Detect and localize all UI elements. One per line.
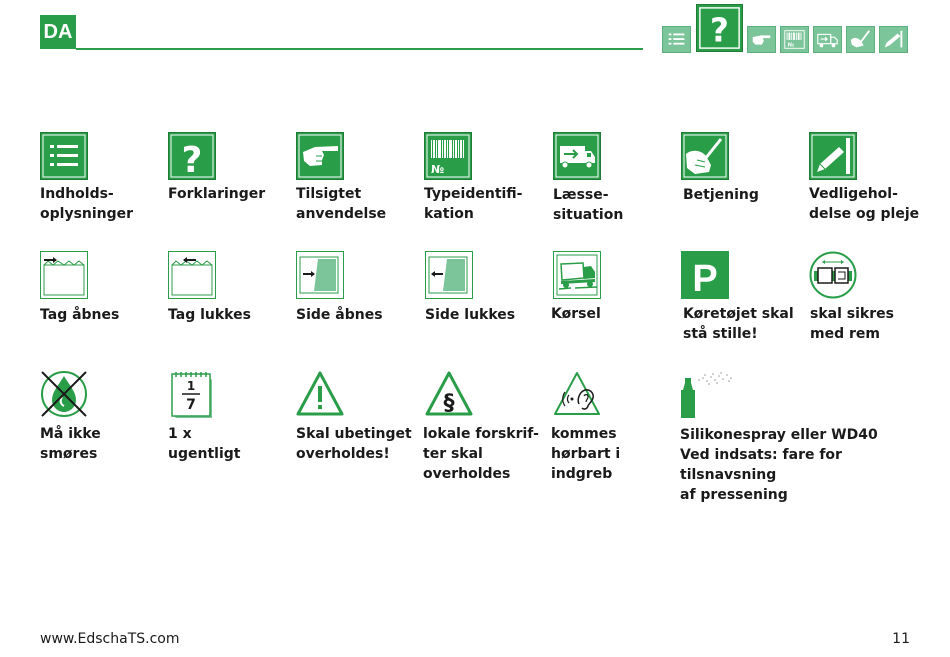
pen-icon	[809, 132, 857, 180]
item-label: Kørsel	[551, 306, 601, 322]
pointing-hand-icon	[748, 27, 775, 52]
svg-text:P: P	[692, 258, 718, 299]
hand-pen-icon	[681, 132, 729, 180]
item-label: Tag åbnes	[40, 307, 120, 323]
header-rule	[76, 48, 643, 50]
svg-text:№: №	[431, 163, 445, 176]
language-badge: DA	[40, 15, 76, 49]
nav-tab-type-id[interactable]	[780, 26, 809, 53]
side-open-icon	[296, 251, 344, 299]
question-icon	[697, 5, 742, 51]
list-icon	[663, 27, 690, 52]
svg-text:§: §	[443, 391, 455, 416]
nav-tab-explanations[interactable]	[696, 4, 743, 52]
barcode-icon	[424, 132, 472, 180]
calendar-icon	[168, 370, 216, 418]
item-label: Typeidentifi- kation	[424, 186, 523, 222]
nav-tab-operation[interactable]	[846, 26, 875, 53]
item-label: Tag lukkes	[168, 307, 251, 323]
nav-tab-contents[interactable]	[662, 26, 691, 53]
strap-icon	[809, 251, 857, 299]
item-label: Skal ubetinget overholdes!	[296, 426, 412, 462]
footer-url[interactable]: www.EdschaTS.com	[40, 631, 180, 647]
side-close-icon	[425, 251, 473, 299]
item-label: Køretøjet skal stå stille!	[683, 306, 794, 342]
nav-tab-loading[interactable]	[813, 26, 842, 53]
roof-open-icon	[40, 251, 88, 299]
paragraph-icon	[425, 370, 473, 418]
item-label: Må ikke smøres	[40, 426, 101, 462]
question-icon	[168, 132, 216, 180]
pointing-hand-icon	[296, 132, 344, 180]
nav-tab-maintenance[interactable]	[879, 26, 908, 53]
item-label: Forklaringer	[168, 186, 266, 202]
item-label: kommes hørbart i indgreb	[551, 426, 621, 482]
item-label: Silikonespray eller WD40 Ved indsats: fare for tilsnavsning af pressening	[680, 427, 878, 503]
item-label: Side åbnes	[296, 307, 383, 323]
item-label: Side lukkes	[425, 307, 516, 323]
page-number: 11	[892, 631, 910, 647]
roof-close-icon	[168, 251, 216, 299]
item-label: Tilsigtet anvendelse	[296, 186, 387, 222]
item-label: Læsse- situation	[553, 187, 624, 223]
item-label: Betjening	[683, 187, 759, 203]
nav-tab-intended-use[interactable]	[747, 26, 776, 53]
spray-can-icon	[681, 370, 741, 418]
pen-icon	[880, 27, 907, 52]
truck-driving-icon	[553, 251, 601, 299]
svg-text:?: ?	[710, 11, 729, 50]
item-label: Indholds- oplysninger	[40, 186, 134, 222]
barcode-icon	[781, 27, 808, 52]
no-lubricate-icon	[40, 370, 88, 418]
item-label: lokale forskrif- ter skal overholdes	[423, 426, 539, 482]
svg-text:1: 1	[186, 379, 196, 393]
truck-icon	[814, 27, 841, 52]
item-label: Vedligehol- delse og pleje	[809, 186, 920, 222]
truck-load-icon	[553, 132, 601, 180]
audible-click-icon	[553, 370, 601, 418]
svg-text:?: ?	[181, 140, 203, 180]
warning-icon	[296, 370, 344, 418]
item-label: 1 x ugentligt	[168, 426, 241, 462]
svg-text:№: №	[787, 42, 795, 49]
item-label: skal sikres med rem	[810, 306, 894, 342]
svg-text:7: 7	[186, 397, 196, 413]
parking-icon	[681, 251, 729, 299]
hand-pen-icon	[847, 27, 874, 52]
list-icon	[40, 132, 88, 180]
